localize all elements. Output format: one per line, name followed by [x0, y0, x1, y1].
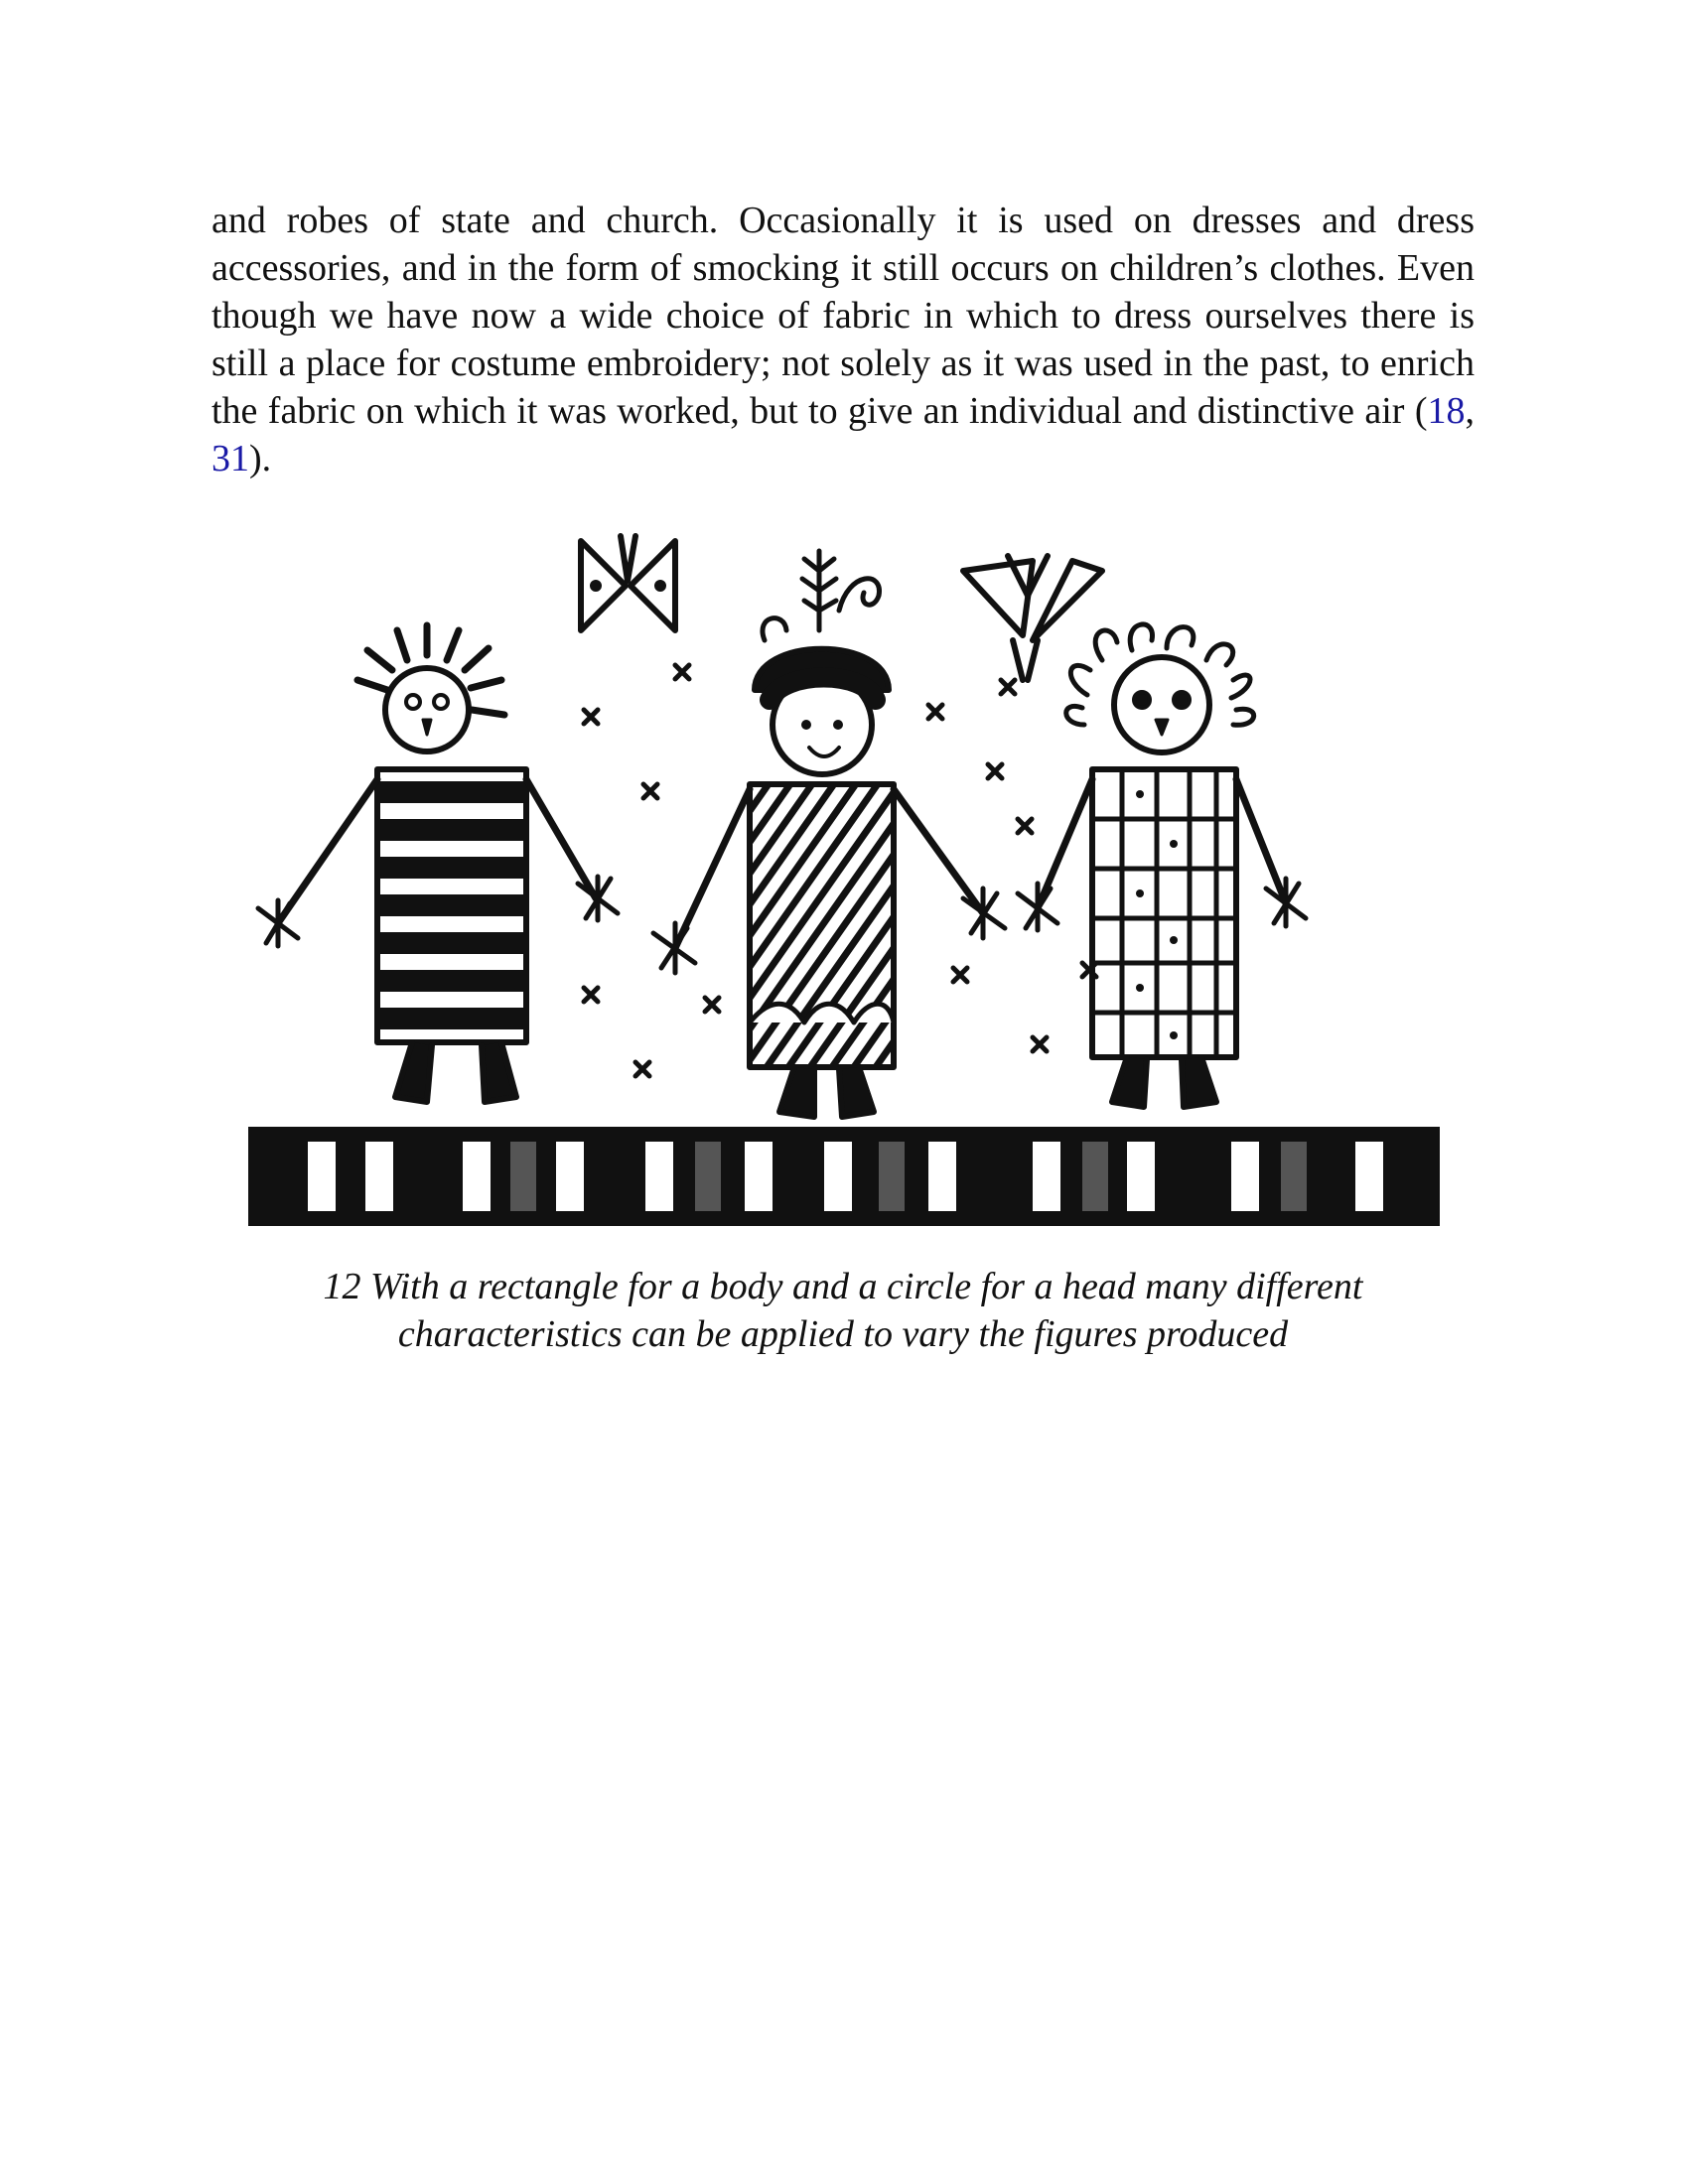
figure-hatched	[653, 551, 1005, 1117]
butterfly-motif-right	[963, 556, 1102, 680]
striped-border-band	[248, 1127, 1440, 1226]
embroidery-figures-illustration	[228, 521, 1460, 1236]
butterfly-motif-left	[581, 536, 675, 630]
figure-plaid	[1018, 624, 1306, 1107]
figure-ref-18[interactable]: 18	[1427, 390, 1466, 432]
figure-caption	[211, 1263, 1475, 1358]
ref-separator: ,	[1465, 390, 1475, 432]
paragraph-end: ).	[249, 438, 272, 479]
caption-line-1: 12 With a rectangle for a body and a circle for a head many different	[323, 1266, 1363, 1307]
caption-line-2: characteristics can be applied to vary the figures produced	[397, 1313, 1289, 1355]
figure-striped	[258, 625, 618, 1102]
paragraph-text: and robes of state and church. Occasionally it is used on dresses and dress accessories, and in the form of smocking it still occurs on children’s clothes. Even though we have now a wide choice of fabric in which to dress ourselves there is still a place for costume embroidery; not solely as it was used in the past, to enrich the fabric on which it was worked, but to give an individual and distinctive air (	[211, 200, 1475, 432]
body-paragraph	[211, 197, 1475, 482]
figure-ref-31[interactable]: 31	[211, 438, 249, 479]
